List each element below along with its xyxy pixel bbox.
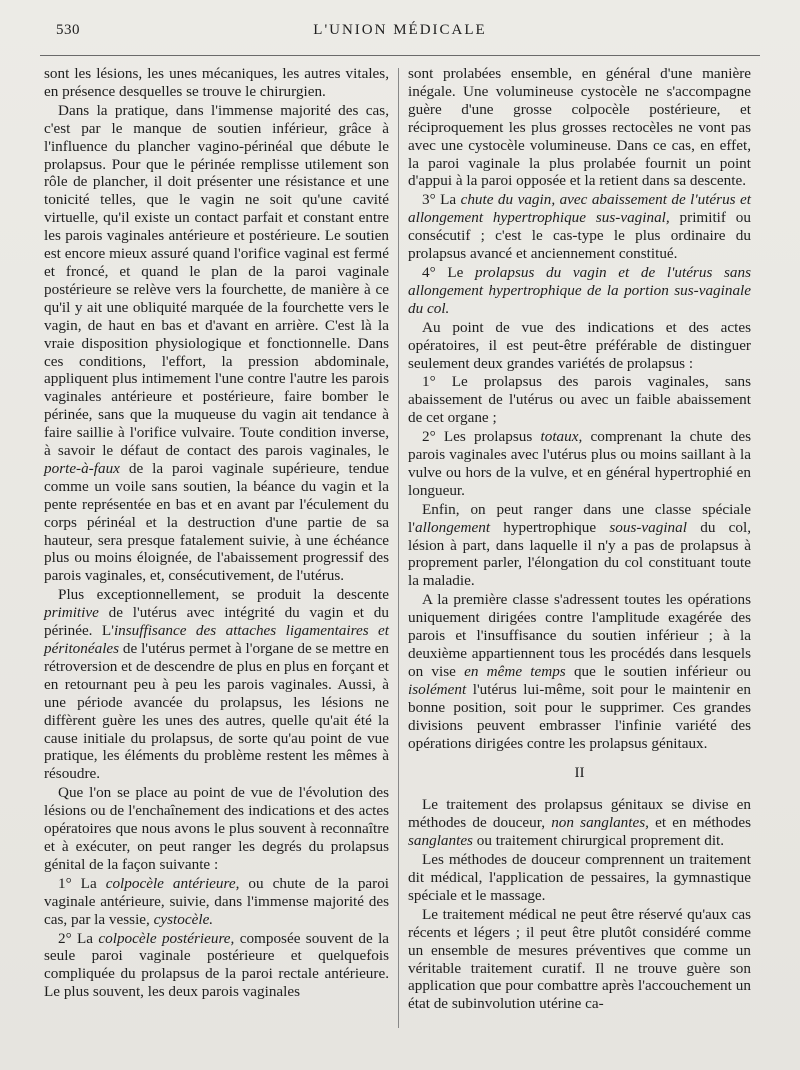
paragraph: Enfin, on peut ranger dans une classe spéciale l'allongement hypertrophique sous-vaginal du col, lésion à part, dans laquelle il n'y a pas de prolapsus à proprement parler, l'élongation du col constituant toute la maladie. (408, 500, 752, 590)
paragraph: Dans la pratique, dans l'immense majorité des cas, c'est par le manque de soutien inférieur, grâce à l'influence du plancher vagino-périnéal que débute le prolapsus. Pour que le périnée remplisse utilement son rôle de plancher, il doit présenter une résistance et une tonicité telles, que le vagin ne soit qu'une cavité virtuelle, qu'il existe un contact parfait et constant entre les parois vaginales antérieure et postérieure. Le soutien est encore mieux assuré quand l'orifice vaginal est fermé et froncé, et quand le plan de la paroi vaginale postérieure se relève vers la fourchette, de manière à ce qu'il y ait une obliquité marquée de la fourchette vers le vagin, de haut en bas et d'avant en arrière. C'est là la vraie disposition physiologique et fonctionnelle. Dans ces conditions, l'effort, la pression abdominale, appliquent plus intimement l'une contre l'autre les parois vaginales antérieure et postérieure, faire bomber le périnée, sans que la muqueuse du vagin ait tendance à faire saillie à l'orifice vulvaire. Toute condition inverse, à savoir le défaut de contact des parois vaginales, le porte-à-faux de la paroi vaginale supérieure, tendue comme un voile sans soutien, la béance du vagin et la pente représentée en bas et en avant par l'éculement du corps périnéal et la destruction d'une partie de sa hauteur, sera presque fatalement suivie, à une échéance plus ou moins éloignée, de l'abaissement progressif des parois vaginales, et, consécutivement, de l'utérus. (44, 101, 389, 585)
paragraph: sont prolabées ensemble, en général d'une manière inégale. Une volumineuse cystocèle ne s'accompagne guère d'une grosse colpocèle postérieure, et réciproquement les plus grosses rectocèles ne vont pas avec une cystocèle volumineuse. Dans ce cas, en effet, la paroi vaginale la plus prolabée fournit un point d'appui à la paroi opposée et la retient dans sa descente. (408, 65, 751, 190)
page-header (40, 22, 760, 46)
paragraph: Au point de vue des indications et des actes opératoires, il est peut-être préférable de distinguer seulement deux grandes variétés de prolapsus : (408, 318, 751, 372)
list-item: 1° La colpocèle antérieure, ou chute de la paroi vaginale antérieure, suivie, dans l'immense majorité des cas, par la vessie, cystocèle. (44, 874, 390, 928)
paragraph: Plus exceptionnellement, se produit la descente primitive de l'utérus avec intégrité du vagin et du périnée. L'insuffisance des attaches ligamentaires et péritonéales de l'utérus permet à l'organe de se mettre en rétroversion et de descendre de plus en plus en forçant et en retournant peu à peu les parois vaginales. Aussi, à une période avancée du prolapsus, les lésions ne diffèrent guère les unes des autres, quelle qu'ait été la cause initiale du prolapsus, de sorte qu'au point de vue pratique, les éléments du problème restent les mêmes à résoudre. (44, 586, 390, 783)
list-item: 1° Le prolapsus des parois vaginales, sans abaissement de l'utérus ou avec un faible abaissement de cet organe ; (408, 373, 751, 427)
section-number: II (574, 764, 585, 782)
running-title: L'UNION MÉDICALE (313, 22, 487, 38)
list-item: 3° La chute du vagin, avec abaissement de l'utérus et allongement hypertrophique sus-vaginal, primitif ou consécutif ; c'est le cas-type le plus ordinaire du prolapsus avancé et anciennement constitué. (408, 191, 752, 263)
paragraph: Le traitement médical ne peut être réservé qu'aux cas récents et légers ; il peut être plutôt considéré comme un ensemble de mesures préventives que comme un véritable traitement curatif. Il ne trouve guère son application que pour combattre après l'accouchement un état de subinvolution utérine ca- (408, 905, 751, 1013)
paragraph: A la première classe s'adressent toutes les opérations uniquement dirigées contre l'amplitude exagérée des parois et l'insuffisance du soutien inférieur ; à la deuxième appartiennent tous les procédés dans lesquels on vise en même temps que le soutien inférieur ou isolément l'utérus lui-même, soit pour le maintenir en bonne position, soit pour le supprimer. Ces grandes divisions peuvent embrasser l'infinie variété des opérations dirigées contre les prolapsus génitaux. (408, 591, 752, 752)
paragraph: Le traitement des prolapsus génitaux se divise en méthodes de douceur, non sanglantes, et en méthodes sanglantes ou traitement chirurgical proprement dit. (408, 796, 751, 850)
list-item: 4° Le prolapsus du vagin et de l'utérus sans allongement hypertrophique de la portion sus-vaginale du col. (408, 263, 752, 317)
paragraph: sont les lésions, les unes mécaniques, les autres vitales, en présence desquelles se trouve le chirurgien. (44, 65, 389, 100)
header-rule (40, 55, 760, 56)
column-divider (398, 68, 399, 1028)
paragraph: Que l'on se place au point de vue de l'évolution des lésions ou de l'enchaînement des indications et des actes opératoires que nous avons le plus souvent à reconnaître et à exécuter, on peut ranger les degrés du prolapsus génital de la façon suivante : (44, 784, 389, 873)
list-item: 2° La colpocèle postérieure, composée souvent de la seule paroi vaginale postérieure et quelquefois compliquée du prolapsus de la paroi rectale antérieure. Le plus souvent, les deux parois vaginales (44, 929, 390, 1001)
left-column (44, 65, 389, 1001)
paragraph: Les méthodes de douceur comprennent un traitement dit médical, l'application de pessaires, la gymnastique spéciale et le massage. (408, 851, 751, 904)
page-number: 530 (56, 22, 80, 38)
list-item: 2° Les prolapsus totaux, comprenant la chute des parois vaginales avec l'utérus plus ou moins saillant à la vulve ou hors de la vulve, et en général hypertrophié en longueur. (408, 428, 751, 499)
right-column (408, 65, 751, 1013)
